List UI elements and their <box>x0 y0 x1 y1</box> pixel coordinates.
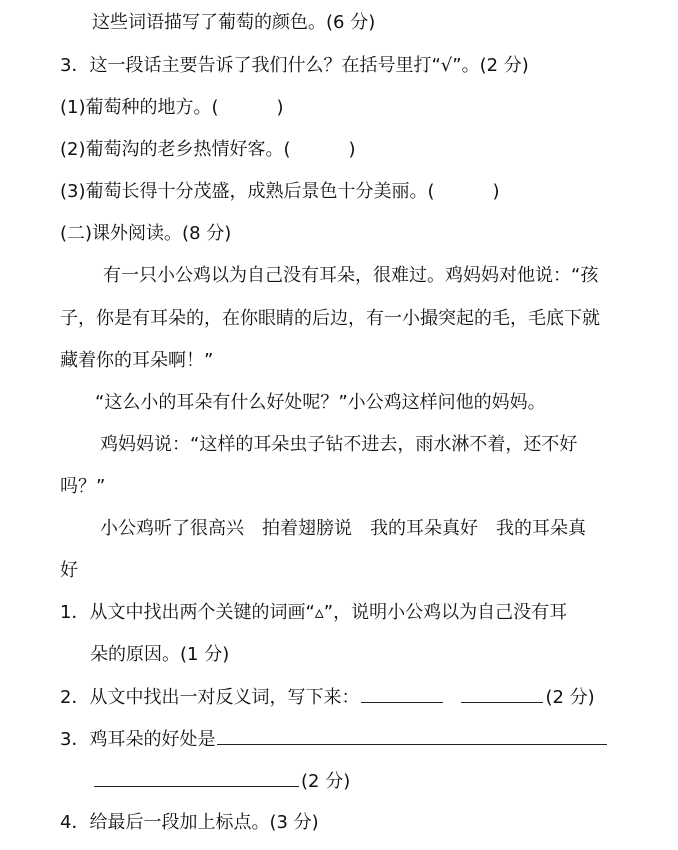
passage-line: 小公鸡听了很高兴 拍着翅膀说 我的耳朵真好 我的耳朵真 <box>100 518 586 539</box>
option-1-text: (1)葡萄种的地方。( <box>60 97 219 118</box>
question-line: 这些词语描写了葡萄的颜色。(6 分) <box>92 12 376 33</box>
option-3-close: ) <box>492 181 500 202</box>
option-2-close: ) <box>348 139 356 160</box>
passage-line: “这么小的耳朵有什么好处呢？”小公鸡这样问他的妈妈。 <box>95 392 546 413</box>
answer-blank-1[interactable] <box>361 684 443 703</box>
option-3 <box>60 179 500 205</box>
passage-line: 好 <box>60 560 78 581</box>
passage-line: 有一只小公鸡以为自己没有耳朵，很难过。鸡妈妈对他说：“孩 <box>103 265 599 286</box>
exercise-2 <box>60 684 595 710</box>
answer-blank-2[interactable] <box>461 684 543 703</box>
section-heading: (二)课外阅读。(8 分) <box>60 223 232 244</box>
passage-line: 子，你是有耳朵的，在你眼睛的后边，有一小撮突起的毛，毛底下就 <box>60 308 600 329</box>
option-1-close: ) <box>276 97 284 118</box>
exercise-1-cont: 朵的原因。(1 分) <box>90 644 230 665</box>
option-2 <box>60 137 356 163</box>
exercise-2-points: (2 分) <box>545 687 595 708</box>
answer-blank-4[interactable] <box>94 768 299 787</box>
option-1 <box>60 95 284 121</box>
answer-blank-3[interactable] <box>217 726 607 745</box>
option-2-text: (2)葡萄沟的老乡热情好客。( <box>60 139 291 160</box>
exercise-3-text: 3．鸡耳朵的好处是 <box>60 729 216 750</box>
exercise-1: 1．从文中找出两个关键的词画“▵”，说明小公鸡以为自己没有耳 <box>60 602 568 623</box>
exercise-3-cont <box>92 768 350 794</box>
passage-line: 鸡妈妈说：“这样的耳朵虫子钻不进去，雨水淋不着，还不好 <box>100 434 578 455</box>
option-3-text: (3)葡萄长得十分茂盛，成熟后景色十分美丽。( <box>60 181 435 202</box>
passage-line: 藏着你的耳朵啊！” <box>60 350 214 371</box>
passage-line: 吗？” <box>60 476 106 497</box>
exercise-3-points: (2 分) <box>301 771 351 792</box>
exercise-2-text: 2．从文中找出一对反义词，写下来： <box>60 687 360 708</box>
exercise-4: 4．给最后一段加上标点。(3 分) <box>60 812 319 833</box>
question-3-heading: 3．这一段话主要告诉了我们什么？在括号里打“√”。(2 分) <box>60 55 529 76</box>
exercise-3 <box>60 726 609 752</box>
